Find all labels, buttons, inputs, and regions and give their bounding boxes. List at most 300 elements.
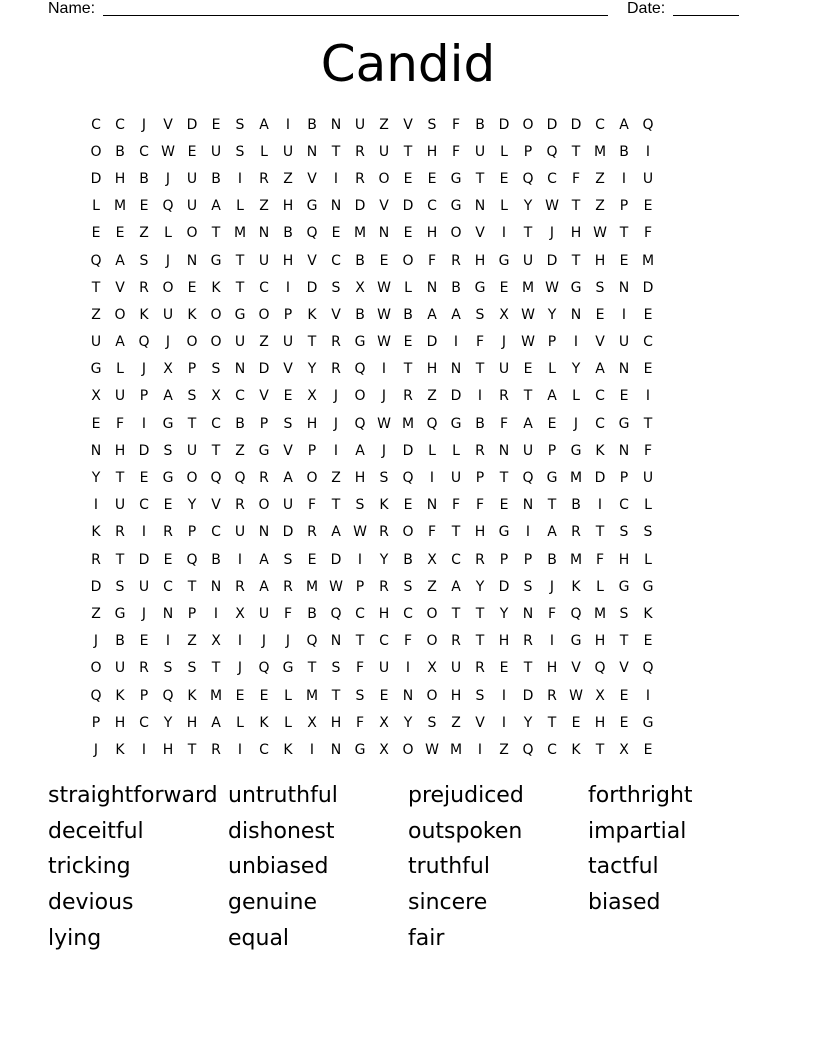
grid-letter[interactable]: U — [90, 334, 102, 351]
grid-letter[interactable]: B — [307, 605, 317, 622]
grid-letter[interactable]: G — [162, 415, 174, 432]
grid-letter[interactable]: H — [594, 633, 606, 650]
grid-letter[interactable]: W — [593, 225, 607, 242]
grid-letter[interactable]: R — [571, 524, 581, 541]
grid-letter[interactable]: D — [594, 470, 606, 487]
grid-letter[interactable]: A — [259, 551, 269, 568]
grid-letter[interactable]: M — [113, 198, 127, 215]
grid-letter[interactable]: E — [499, 497, 509, 514]
grid-letter[interactable]: R — [451, 633, 461, 650]
grid-letter[interactable]: V — [475, 714, 485, 731]
grid-letter[interactable]: Q — [642, 116, 654, 133]
grid-letter[interactable]: B — [355, 306, 365, 323]
grid-letter[interactable]: V — [163, 116, 173, 133]
grid-letter[interactable]: D — [354, 198, 366, 215]
grid-letter[interactable]: J — [141, 361, 147, 378]
grid-letter[interactable]: N — [258, 524, 270, 541]
grid-letter[interactable]: E — [139, 470, 149, 487]
grid-letter[interactable]: Q — [402, 470, 414, 487]
grid-letter[interactable]: D — [138, 551, 150, 568]
grid-letter[interactable]: W — [329, 578, 343, 595]
grid-letter[interactable]: G — [642, 714, 654, 731]
grid-letter[interactable]: X — [619, 741, 629, 758]
grid-letter[interactable]: S — [283, 415, 293, 432]
grid-letter[interactable]: Q — [90, 252, 102, 269]
grid-letter[interactable]: K — [91, 524, 101, 541]
grid-letter[interactable]: E — [619, 687, 629, 704]
grid-letter[interactable]: X — [379, 714, 389, 731]
grid-letter[interactable]: N — [618, 279, 630, 296]
grid-letter[interactable]: R — [235, 578, 245, 595]
grid-letter[interactable]: U — [282, 143, 294, 160]
grid-letter[interactable]: G — [282, 660, 294, 677]
grid-letter[interactable]: T — [331, 497, 341, 514]
grid-letter[interactable]: X — [355, 279, 365, 296]
grid-letter[interactable]: Q — [306, 225, 318, 242]
grid-letter[interactable]: J — [333, 415, 339, 432]
grid-letter[interactable]: G — [354, 334, 366, 351]
grid-letter[interactable]: Y — [91, 470, 101, 487]
grid-letter[interactable]: E — [499, 170, 509, 187]
grid-letter[interactable]: L — [500, 198, 508, 215]
grid-letter[interactable]: C — [163, 578, 173, 595]
grid-letter[interactable]: L — [428, 442, 436, 459]
grid-letter[interactable]: D — [642, 279, 654, 296]
grid-letter[interactable]: D — [570, 116, 582, 133]
grid-letter[interactable]: U — [282, 334, 294, 351]
grid-letter[interactable]: B — [475, 415, 485, 432]
grid-letter[interactable]: D — [306, 279, 318, 296]
grid-letter[interactable]: F — [403, 633, 413, 650]
grid-letter[interactable]: D — [546, 116, 558, 133]
grid-letter[interactable]: U — [114, 497, 126, 514]
grid-letter[interactable]: E — [643, 198, 653, 215]
grid-letter[interactable]: O — [186, 470, 198, 487]
grid-letter[interactable]: G — [474, 279, 486, 296]
grid-letter[interactable]: C — [211, 524, 221, 541]
grid-letter[interactable]: K — [379, 497, 389, 514]
grid-letter[interactable]: A — [619, 116, 629, 133]
grid-letter[interactable]: C — [139, 714, 149, 731]
grid-letter[interactable]: C — [595, 388, 605, 405]
grid-letter[interactable]: R — [451, 252, 461, 269]
grid-letter[interactable]: J — [285, 633, 291, 650]
grid-letter[interactable]: O — [426, 605, 438, 622]
grid-letter[interactable]: H — [114, 442, 126, 459]
grid-letter[interactable]: O — [210, 334, 222, 351]
grid-letter[interactable]: I — [285, 116, 291, 133]
grid-letter[interactable]: F — [475, 497, 485, 514]
grid-letter[interactable]: T — [475, 361, 485, 378]
grid-letter[interactable]: I — [597, 497, 603, 514]
grid-letter[interactable]: H — [474, 252, 486, 269]
grid-letter[interactable]: E — [643, 741, 653, 758]
grid-letter[interactable]: I — [453, 334, 459, 351]
grid-letter[interactable]: B — [307, 116, 317, 133]
grid-letter[interactable]: T — [595, 524, 605, 541]
grid-letter[interactable]: L — [452, 442, 460, 459]
grid-letter[interactable]: J — [165, 334, 171, 351]
grid-letter[interactable]: R — [379, 524, 389, 541]
grid-letter[interactable]: L — [404, 279, 412, 296]
grid-letter[interactable]: M — [233, 225, 247, 242]
grid-letter[interactable]: C — [139, 497, 149, 514]
grid-letter[interactable]: P — [139, 388, 149, 405]
grid-letter[interactable]: C — [259, 279, 269, 296]
grid-letter[interactable]: E — [403, 497, 413, 514]
grid-letter[interactable]: B — [619, 143, 629, 160]
grid-letter[interactable]: E — [211, 116, 221, 133]
grid-letter[interactable]: A — [163, 388, 173, 405]
grid-letter[interactable]: G — [354, 741, 366, 758]
grid-letter[interactable]: D — [186, 116, 198, 133]
grid-letter[interactable]: L — [548, 361, 556, 378]
grid-letter[interactable]: K — [115, 687, 125, 704]
grid-letter[interactable]: G — [306, 198, 318, 215]
grid-letter[interactable]: O — [114, 306, 126, 323]
grid-letter[interactable]: O — [354, 388, 366, 405]
grid-letter[interactable]: L — [644, 497, 652, 514]
grid-letter[interactable]: O — [186, 225, 198, 242]
grid-letter[interactable]: O — [378, 170, 390, 187]
grid-letter[interactable]: F — [499, 415, 509, 432]
grid-letter[interactable]: N — [330, 198, 342, 215]
grid-letter[interactable]: L — [116, 361, 124, 378]
grid-letter[interactable]: W — [521, 334, 535, 351]
grid-letter[interactable]: A — [259, 116, 269, 133]
grid-letter[interactable]: C — [451, 551, 461, 568]
grid-letter[interactable]: C — [595, 415, 605, 432]
grid-letter[interactable]: R — [259, 470, 269, 487]
grid-letter[interactable]: R — [235, 497, 245, 514]
grid-letter[interactable]: X — [211, 633, 221, 650]
grid-letter[interactable]: E — [643, 633, 653, 650]
grid-letter[interactable]: A — [547, 524, 557, 541]
grid-letter[interactable]: I — [381, 361, 387, 378]
grid-letter[interactable]: O — [402, 741, 414, 758]
grid-letter[interactable]: C — [211, 415, 221, 432]
grid-letter[interactable]: G — [570, 442, 582, 459]
grid-letter[interactable]: T — [571, 252, 581, 269]
grid-letter[interactable]: C — [235, 388, 245, 405]
grid-letter[interactable]: T — [211, 660, 221, 677]
grid-letter[interactable]: W — [545, 198, 559, 215]
grid-letter[interactable]: X — [307, 714, 317, 731]
grid-letter[interactable]: S — [211, 361, 221, 378]
grid-letter[interactable]: U — [474, 143, 486, 160]
grid-letter[interactable]: N — [426, 279, 438, 296]
grid-letter[interactable]: J — [381, 388, 387, 405]
grid-letter[interactable]: K — [283, 741, 293, 758]
grid-letter[interactable]: Z — [331, 470, 341, 487]
grid-letter[interactable]: G — [618, 415, 630, 432]
grid-letter[interactable]: T — [187, 578, 197, 595]
grid-letter[interactable]: O — [426, 633, 438, 650]
grid-letter[interactable]: C — [547, 741, 557, 758]
grid-letter[interactable]: L — [596, 578, 604, 595]
grid-letter[interactable]: A — [115, 252, 125, 269]
grid-letter[interactable]: C — [259, 741, 269, 758]
grid-letter[interactable]: J — [549, 225, 555, 242]
grid-letter[interactable]: F — [643, 442, 653, 459]
grid-letter[interactable]: G — [570, 279, 582, 296]
grid-letter[interactable]: D — [498, 116, 510, 133]
grid-letter[interactable]: B — [475, 116, 485, 133]
grid-letter[interactable]: X — [163, 361, 173, 378]
grid-letter[interactable]: H — [114, 714, 126, 731]
grid-letter[interactable]: V — [331, 306, 341, 323]
grid-letter[interactable]: B — [211, 170, 221, 187]
grid-letter[interactable]: H — [498, 633, 510, 650]
grid-letter[interactable]: Y — [499, 605, 509, 622]
grid-letter[interactable]: W — [377, 334, 391, 351]
grid-letter[interactable]: L — [284, 714, 292, 731]
grid-letter[interactable]: G — [450, 170, 462, 187]
grid-letter[interactable]: I — [477, 741, 483, 758]
grid-letter[interactable]: U — [282, 497, 294, 514]
grid-letter[interactable]: Q — [162, 198, 174, 215]
grid-letter[interactable]: S — [115, 578, 125, 595]
grid-letter[interactable]: E — [499, 279, 509, 296]
grid-letter[interactable]: F — [451, 497, 461, 514]
grid-letter[interactable]: W — [545, 279, 559, 296]
grid-letter[interactable]: H — [354, 470, 366, 487]
grid-letter[interactable]: E — [235, 687, 245, 704]
grid-letter[interactable]: R — [115, 524, 125, 541]
grid-letter[interactable]: E — [91, 225, 101, 242]
grid-letter[interactable]: A — [259, 578, 269, 595]
grid-letter[interactable]: Z — [499, 741, 509, 758]
grid-letter[interactable]: R — [355, 170, 365, 187]
grid-letter[interactable]: R — [475, 660, 485, 677]
grid-letter[interactable]: I — [501, 225, 507, 242]
grid-letter[interactable]: T — [499, 470, 509, 487]
grid-letter[interactable]: Q — [162, 687, 174, 704]
grid-letter[interactable]: C — [115, 116, 125, 133]
grid-letter[interactable]: Z — [259, 198, 269, 215]
grid-letter[interactable]: G — [618, 578, 630, 595]
grid-letter[interactable]: R — [139, 660, 149, 677]
grid-letter[interactable]: Q — [594, 660, 606, 677]
grid-letter[interactable]: K — [259, 714, 269, 731]
grid-letter[interactable]: U — [258, 252, 270, 269]
grid-letter[interactable]: V — [475, 225, 485, 242]
grid-letter[interactable]: T — [331, 143, 341, 160]
grid-letter[interactable]: H — [306, 415, 318, 432]
grid-letter[interactable]: L — [92, 198, 100, 215]
grid-letter[interactable]: J — [573, 415, 579, 432]
grid-letter[interactable]: E — [331, 225, 341, 242]
grid-letter[interactable]: J — [93, 633, 99, 650]
grid-letter[interactable]: V — [379, 198, 389, 215]
grid-letter[interactable]: N — [330, 633, 342, 650]
grid-letter[interactable]: G — [450, 198, 462, 215]
grid-letter[interactable]: E — [403, 334, 413, 351]
grid-letter[interactable]: N — [618, 361, 630, 378]
grid-letter[interactable]: T — [571, 198, 581, 215]
grid-letter[interactable]: I — [477, 388, 483, 405]
grid-letter[interactable]: E — [115, 225, 125, 242]
grid-letter[interactable]: R — [91, 551, 101, 568]
grid-letter[interactable]: Q — [522, 170, 534, 187]
grid-letter[interactable]: F — [427, 524, 437, 541]
grid-letter[interactable]: A — [115, 334, 125, 351]
grid-letter[interactable]: F — [451, 116, 461, 133]
grid-letter[interactable]: T — [403, 361, 413, 378]
grid-letter[interactable]: N — [258, 225, 270, 242]
grid-letter[interactable]: A — [523, 415, 533, 432]
grid-letter[interactable]: V — [211, 497, 221, 514]
grid-letter[interactable]: I — [645, 143, 651, 160]
grid-letter[interactable]: K — [595, 442, 605, 459]
grid-letter[interactable]: C — [331, 252, 341, 269]
grid-letter[interactable]: E — [259, 687, 269, 704]
grid-letter[interactable]: D — [282, 524, 294, 541]
grid-letter[interactable]: C — [595, 116, 605, 133]
grid-letter[interactable]: G — [234, 306, 246, 323]
grid-letter[interactable]: F — [547, 605, 557, 622]
grid-letter[interactable]: G — [162, 470, 174, 487]
grid-letter[interactable]: S — [331, 279, 341, 296]
grid-letter[interactable]: V — [283, 442, 293, 459]
grid-letter[interactable]: Q — [90, 687, 102, 704]
grid-letter[interactable]: T — [211, 442, 221, 459]
grid-letter[interactable]: T — [547, 714, 557, 731]
grid-letter[interactable]: Q — [210, 470, 222, 487]
grid-letter[interactable]: P — [619, 470, 629, 487]
grid-letter[interactable]: Z — [283, 170, 293, 187]
grid-letter[interactable]: A — [427, 306, 437, 323]
grid-letter[interactable]: Q — [354, 361, 366, 378]
grid-letter[interactable]: E — [619, 252, 629, 269]
grid-letter[interactable]: M — [593, 605, 607, 622]
grid-letter[interactable]: H — [426, 225, 438, 242]
grid-letter[interactable]: I — [645, 687, 651, 704]
grid-letter[interactable]: P — [523, 143, 533, 160]
grid-letter[interactable]: N — [474, 198, 486, 215]
grid-letter[interactable]: E — [163, 497, 173, 514]
grid-letter[interactable]: T — [403, 143, 413, 160]
grid-letter[interactable]: I — [93, 497, 99, 514]
grid-letter[interactable]: I — [525, 524, 531, 541]
grid-letter[interactable]: R — [139, 279, 149, 296]
grid-letter[interactable]: J — [381, 442, 387, 459]
grid-letter[interactable]: B — [115, 143, 125, 160]
grid-letter[interactable]: C — [619, 497, 629, 514]
grid-letter[interactable]: X — [211, 388, 221, 405]
grid-letter[interactable]: N — [522, 605, 534, 622]
grid-letter[interactable]: W — [377, 306, 391, 323]
grid-letter[interactable]: P — [355, 578, 365, 595]
grid-letter[interactable]: U — [378, 143, 390, 160]
grid-letter[interactable]: V — [619, 660, 629, 677]
grid-letter[interactable]: Y — [403, 714, 413, 731]
grid-letter[interactable]: G — [498, 252, 510, 269]
grid-letter[interactable]: P — [139, 687, 149, 704]
grid-letter[interactable]: J — [141, 605, 147, 622]
grid-letter[interactable]: E — [307, 551, 317, 568]
grid-letter[interactable]: U — [258, 605, 270, 622]
grid-letter[interactable]: E — [283, 388, 293, 405]
grid-letter[interactable]: P — [91, 714, 101, 731]
grid-letter[interactable]: P — [259, 415, 269, 432]
grid-letter[interactable]: G — [210, 252, 222, 269]
grid-letter[interactable]: U — [618, 334, 630, 351]
grid-letter[interactable]: H — [282, 252, 294, 269]
grid-letter[interactable]: N — [330, 741, 342, 758]
grid-letter[interactable]: I — [501, 687, 507, 704]
grid-letter[interactable]: S — [427, 116, 437, 133]
grid-letter[interactable]: R — [331, 334, 341, 351]
grid-letter[interactable]: S — [379, 470, 389, 487]
grid-letter[interactable]: G — [114, 605, 126, 622]
grid-letter[interactable]: T — [235, 252, 245, 269]
grid-letter[interactable]: A — [211, 198, 221, 215]
grid-letter[interactable]: S — [427, 714, 437, 731]
grid-letter[interactable]: E — [187, 279, 197, 296]
grid-letter[interactable]: Q — [306, 633, 318, 650]
grid-letter[interactable]: W — [521, 306, 535, 323]
grid-letter[interactable]: X — [91, 388, 101, 405]
grid-letter[interactable]: I — [141, 415, 147, 432]
grid-letter[interactable]: Z — [595, 198, 605, 215]
grid-letter[interactable]: M — [569, 470, 583, 487]
grid-letter[interactable]: E — [187, 143, 197, 160]
grid-letter[interactable]: I — [429, 470, 435, 487]
grid-letter[interactable]: E — [403, 225, 413, 242]
grid-letter[interactable]: O — [306, 470, 318, 487]
grid-letter[interactable]: R — [547, 687, 557, 704]
grid-letter[interactable]: Q — [186, 551, 198, 568]
grid-letter[interactable]: T — [475, 170, 485, 187]
grid-letter[interactable]: F — [643, 225, 653, 242]
grid-letter[interactable]: I — [333, 442, 339, 459]
grid-letter[interactable]: R — [355, 143, 365, 160]
grid-letter[interactable]: Q — [426, 415, 438, 432]
grid-letter[interactable]: U — [186, 442, 198, 459]
grid-letter[interactable]: C — [643, 334, 653, 351]
grid-letter[interactable]: V — [595, 334, 605, 351]
grid-letter[interactable]: T — [307, 660, 317, 677]
grid-letter[interactable]: E — [619, 714, 629, 731]
grid-letter[interactable]: R — [475, 442, 485, 459]
grid-letter[interactable]: A — [211, 714, 221, 731]
grid-letter[interactable]: U — [450, 470, 462, 487]
grid-letter[interactable]: H — [618, 551, 630, 568]
grid-letter[interactable]: T — [115, 470, 125, 487]
grid-letter[interactable]: Q — [330, 605, 342, 622]
grid-letter[interactable]: I — [237, 633, 243, 650]
grid-letter[interactable]: S — [523, 578, 533, 595]
grid-letter[interactable]: D — [498, 578, 510, 595]
grid-letter[interactable]: W — [569, 687, 583, 704]
grid-letter[interactable]: I — [237, 551, 243, 568]
grid-letter[interactable]: Z — [259, 334, 269, 351]
grid-letter[interactable]: N — [402, 687, 414, 704]
grid-letter[interactable]: U — [354, 116, 366, 133]
grid-letter[interactable]: N — [186, 252, 198, 269]
grid-letter[interactable]: Z — [91, 605, 101, 622]
grid-letter[interactable]: S — [355, 497, 365, 514]
grid-letter[interactable]: C — [91, 116, 101, 133]
grid-letter[interactable]: D — [402, 442, 414, 459]
grid-letter[interactable]: Z — [187, 633, 197, 650]
grid-letter[interactable]: H — [570, 225, 582, 242]
grid-letter[interactable]: K — [307, 306, 317, 323]
grid-letter[interactable]: H — [378, 605, 390, 622]
grid-letter[interactable]: S — [163, 442, 173, 459]
grid-letter[interactable]: U — [162, 306, 174, 323]
